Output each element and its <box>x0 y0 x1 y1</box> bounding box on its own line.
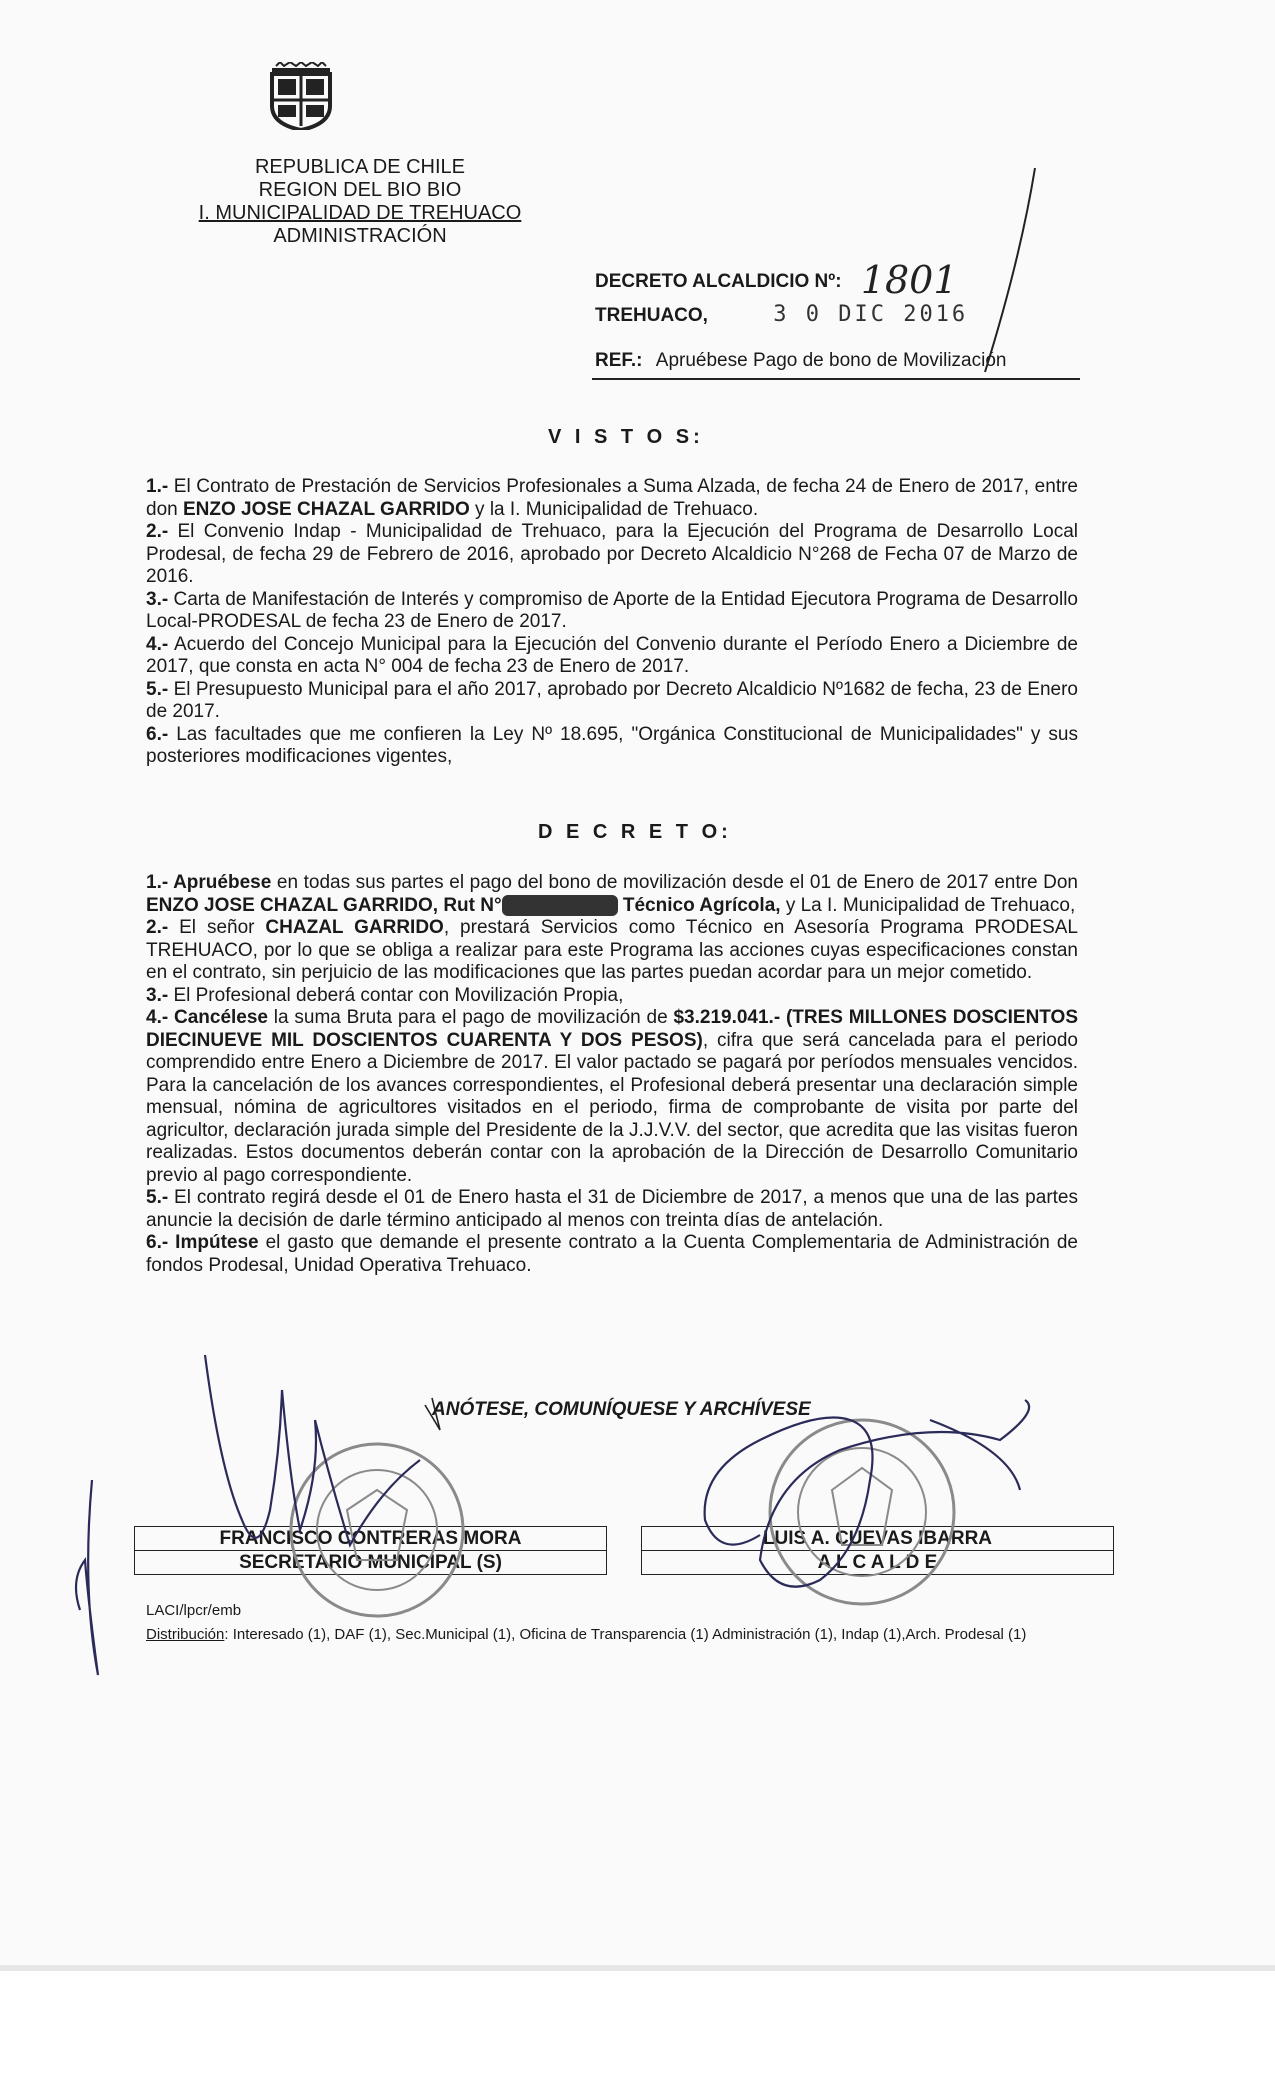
decree-number-value: 1801 <box>860 258 958 302</box>
mayor-signature <box>705 1400 1029 1587</box>
decreto-title: D E C R E T O: <box>538 821 732 843</box>
drafting-initials: LACI/lpcr/emb <box>146 1602 242 1619</box>
vistos-title: V I S T O S: <box>548 426 704 448</box>
decreto-item-3: 3.- El Profesional deberá contar con Movilización Propia, <box>146 984 624 1006</box>
department-line: ADMINISTRACIÓN <box>273 225 447 247</box>
municipality-line: I. MUNICIPALIDAD DE TREHUACO <box>198 202 522 224</box>
handwritten-slash-mark <box>985 168 1035 372</box>
country-line: REPUBLICA DE CHILE <box>254 156 466 178</box>
scan-edge <box>0 1965 1275 1971</box>
distribution-text: : Interesado (1), DAF (1), Sec.Municipal (1), Oficina de Transparencia (1) Administración (1), Indap (1),Arch. Prodesal (1) <box>224 1626 1027 1643</box>
place-label: TREHUACO, <box>595 305 708 326</box>
mayor-name: LUIS A. CUEVAS IBARRA <box>642 1527 1113 1551</box>
decreto-item-2: 2.- El señor CHAZAL GARRIDO, prestará Servicios como Técnico en Asesoría Programa PRODESAL TREHUACO, por lo que se obliga a realizar para este Programa las acciones cuyas especificaciones constan en el contrato, sin perjuicio de las modificaciones que las partes puedan acordar para un mejor cometido. <box>146 917 1078 983</box>
decreto-item-5: 5.- El contrato regirá desde el 01 de Enero hasta el 31 de Diciembre de 2017, a menos que una de las partes anuncie la decisión de darle término anticipado al menos con treinta días de antelación. <box>146 1187 1078 1231</box>
decreto-item-6: 6.- Impútese el gasto que demande el presente contrato a la Cuenta Complementaria de Administración de fondos Prodesal, Unidad Operativa Trehuaco. <box>146 1232 1078 1276</box>
closing-formula: ANÓTESE, COMUNÍQUESE Y ARCHÍVESE <box>432 1399 811 1420</box>
visto-item-3: 3.- Carta de Manifestación de Interés y compromiso de Aporte de la Entidad Ejecutora Programa de Desarrollo Local-PRODESAL de fecha 23 de Enero de 2017. <box>146 588 1078 632</box>
distribution-label: Distribución <box>146 1626 225 1643</box>
secretary-title: SECRETARIO MUNICIPAL (S) <box>239 1552 502 1573</box>
secretary-name: FRANCISCO CONTRERAS MORA <box>135 1527 606 1551</box>
secretary-signature <box>76 1355 420 1675</box>
ref-text: Apruébese Pago de bono de Movilización <box>655 350 1007 371</box>
handwritten-arrow-mark <box>425 1398 440 1430</box>
decree-date: 3 0 DIC 2016 <box>773 302 969 327</box>
visto-item-2: 2.- El Convenio Indap - Municipalidad de Trehuaco, para la Ejecución del Programa de Desarrollo Local Prodesal, de fecha 29 de Febrero de 2016, aprobado por Decreto Alcaldicio N°268 de Fecha 07 de Marzo de 2016. <box>146 521 1078 587</box>
visto-item-6: 6.- Las facultades que me confieren la Ley Nº 18.695, "Orgánica Constitucional de Municipalidades" y sus posteriores modificaciones vigentes, <box>146 723 1078 767</box>
visto-item-5: 5.- El Presupuesto Municipal para el año 2017, aprobado por Decreto Alcaldicio Nº1682 de fecha, 23 de Enero de 2017. <box>146 678 1078 722</box>
municipal-stamp-right <box>770 1420 954 1604</box>
redacted-rut: 12.967.970-0 <box>503 894 616 916</box>
decree-number-label: DECRETO ALCALDICIO Nº: <box>595 271 842 292</box>
visto-item-4: 4.- Acuerdo del Concejo Municipal para la Ejecución del Convenio durante el Período Enero a Diciembre de 2017, que consta en acta N° 004 de fecha 23 de Enero de 2017. <box>146 633 1078 677</box>
ref-label: REF.: <box>595 350 643 371</box>
mayor-title: A L C A L D E <box>817 1552 938 1573</box>
visto-item-1: 1.- El Contrato de Prestación de Servicios Profesionales a Suma Alzada, de fecha 24 de Enero de 2017, entre don ENZO JOSE CHAZAL GARRIDO y la I. Municipalidad de Trehuaco. <box>146 476 1078 520</box>
municipal-stamp-left <box>291 1444 463 1616</box>
decreto-item-1: 1.- Apruébese en todas sus partes el pago del bono de movilización desde el 01 de Enero de 2017 entre Don ENZO JOSE CHAZAL GARRIDO, Rut N° 12.967.970-0 Técnico Agrícola, y La I. Municipalidad de Trehuaco, <box>146 872 1078 916</box>
region-line: REGION DEL BIO BIO <box>258 179 462 201</box>
decreto-item-4: 4.- Cancélese la suma Bruta para el pago de movilización de $3.219.041.- (TRES MILLONES DOSCIENTOS DIECINUEVE MIL DOSCIENTOS CUARENTA Y DOS PESOS), cifra que será cancelada para el periodo comprendido entre Enero a Diciembre de 2017. El valor pactado se pagará por períodos mensuales vencidos. Para la cancelación de los avances correspondientes, el Profesional deberá presentar una declaración simple mensual, nómina de agricultores visitados en el periodo, firma de comprobante de visita por parte del agricultor, declaración jurada simple del Presidente de la J.J.V.V. del sector, que acredita que las visitas fueron realizadas. Estos documentos deberán contar con la aprobación de la Dirección de Desarrollo Comunitario previo al pago correspondiente. <box>146 1007 1079 1186</box>
